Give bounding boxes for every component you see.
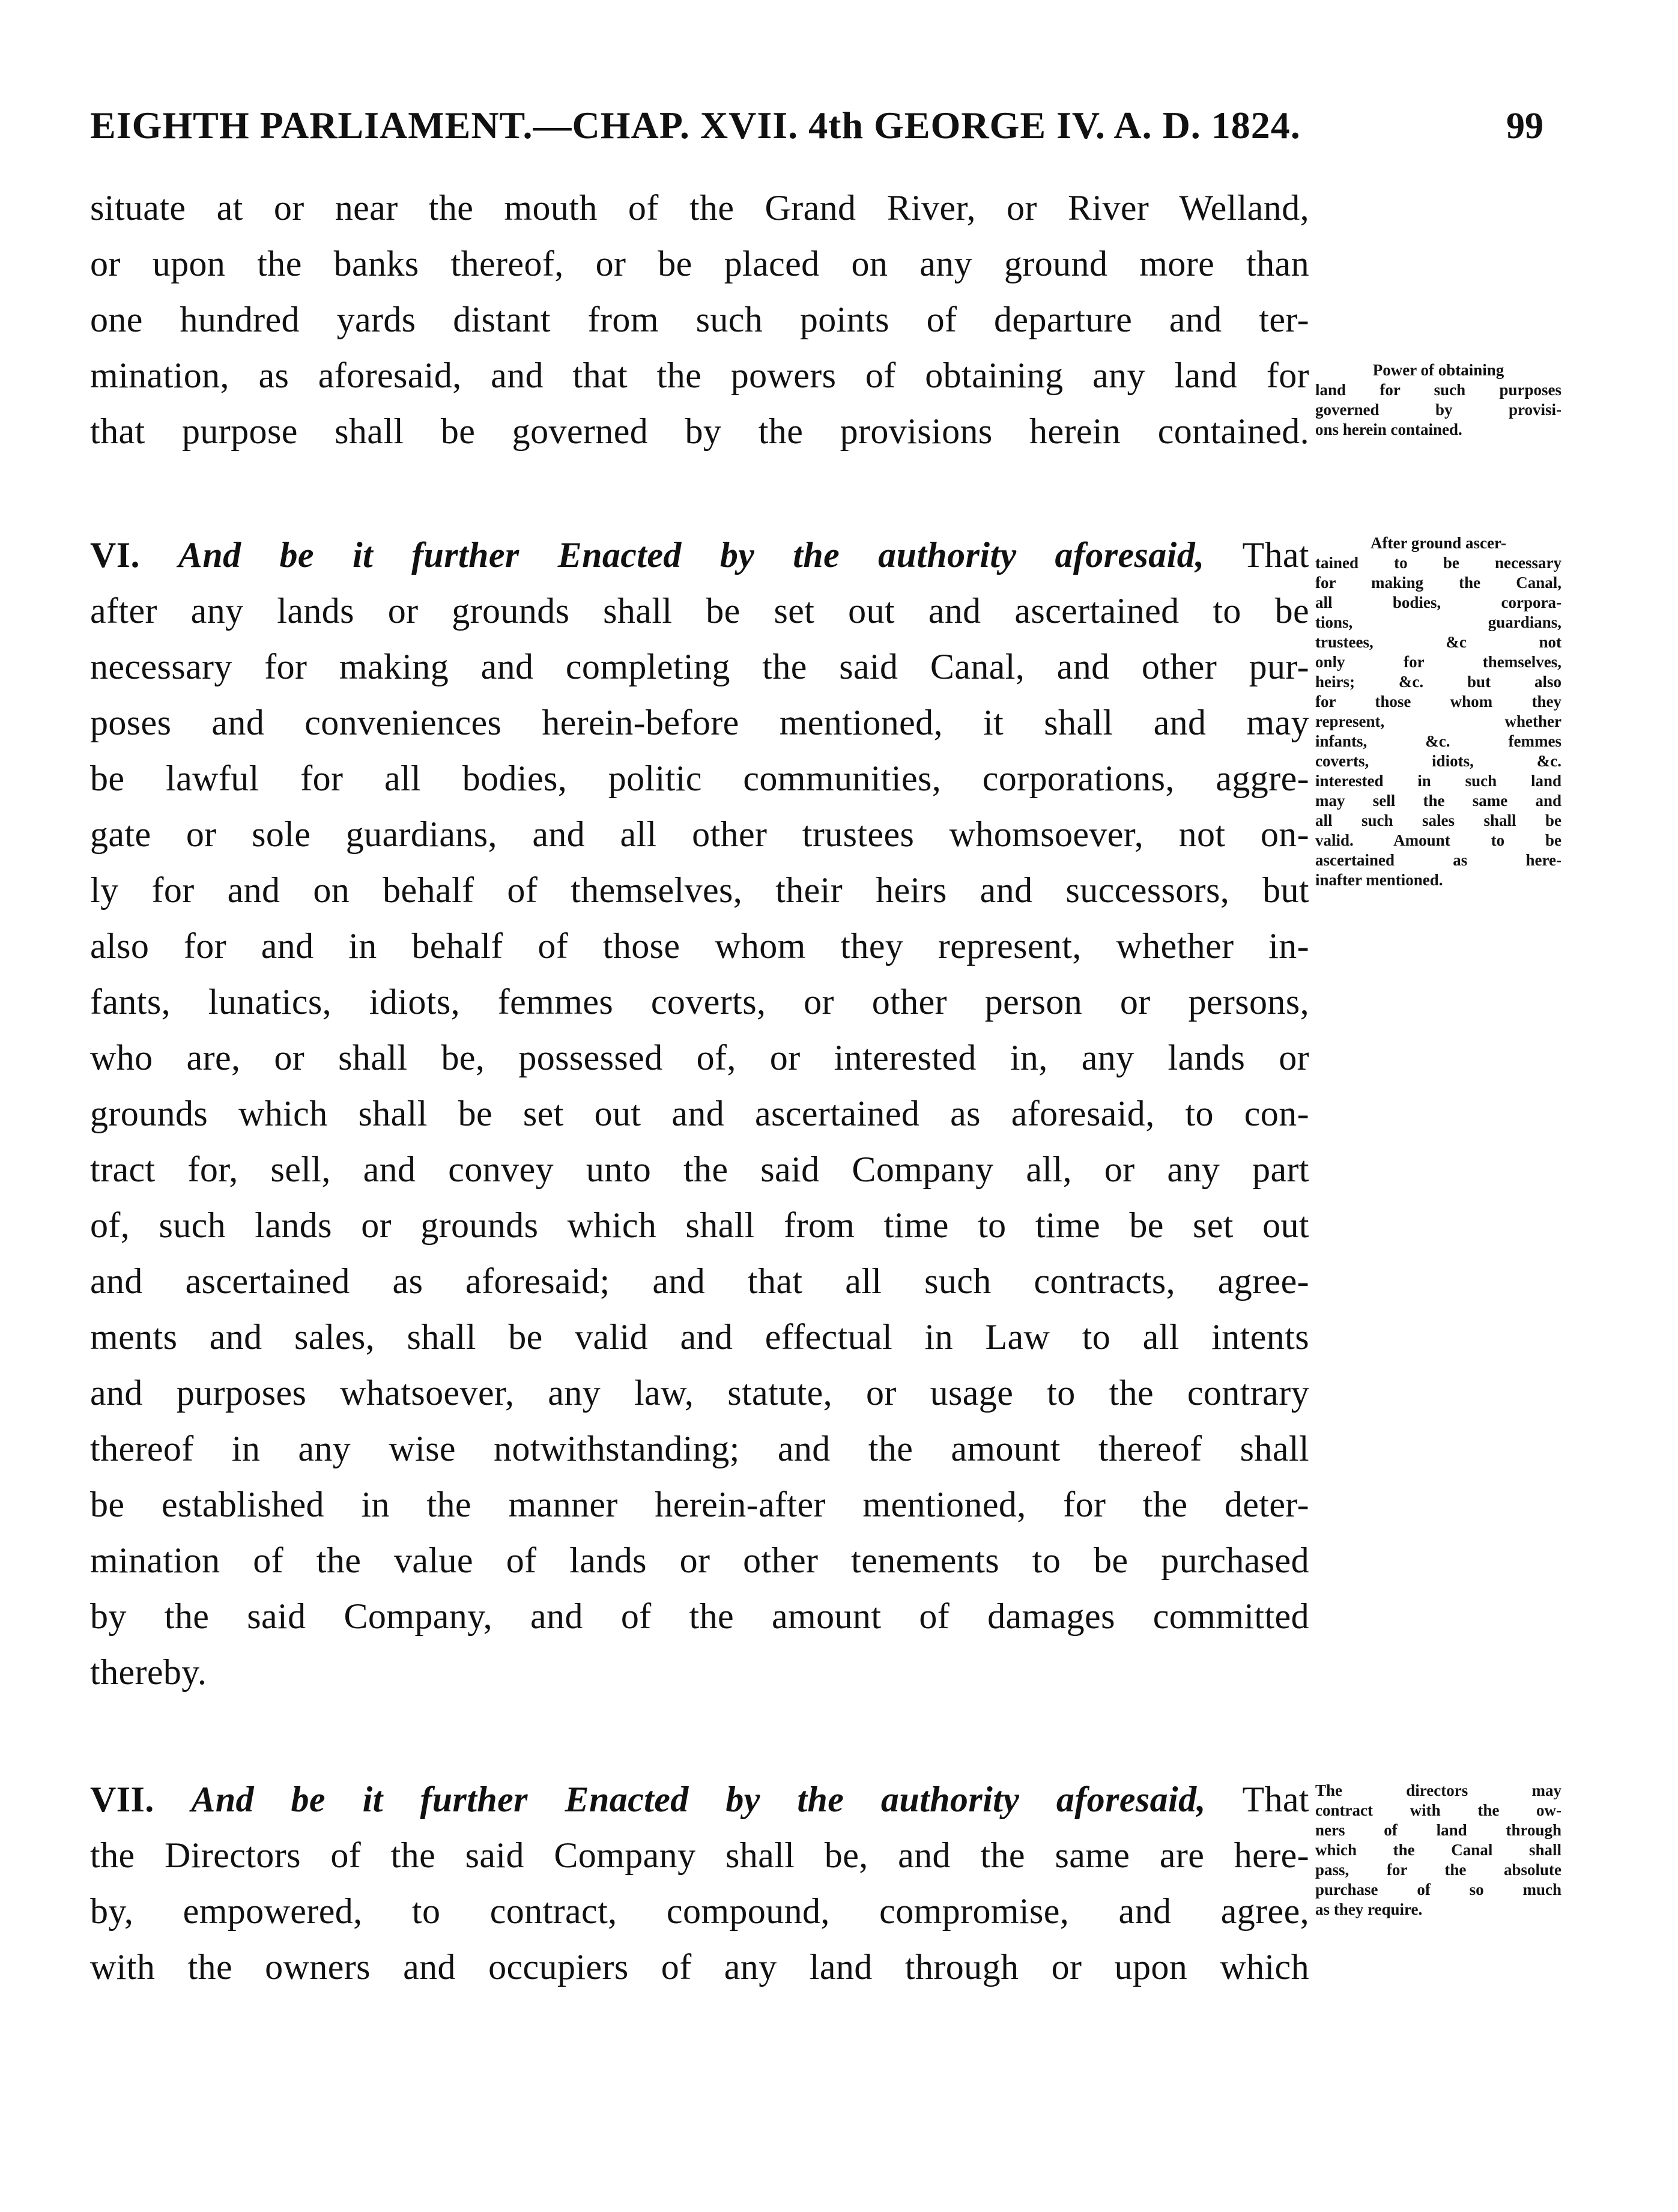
text-line: poses and conveniences herein-before mentioned, it shall and may [90, 703, 1309, 742]
section-vii [90, 1772, 1309, 1995]
margin-note-line: all such sales shall be [1315, 811, 1561, 829]
text-line: gate or sole guardians, and all other trustees whomsoever, not on- [90, 814, 1309, 854]
text-line: thereby. [90, 1652, 207, 1692]
text-line: tract for, sell, and convey unto the said Company all, or any part [90, 1150, 1309, 1189]
margin-note-line: for those whom they [1315, 692, 1561, 711]
text-line: one hundred yards distant from such points of departure and ter- [90, 300, 1309, 339]
text-line: and ascertained as aforesaid; and that all such contracts, agree- [90, 1261, 1309, 1301]
margin-note-line: interested in such land [1315, 772, 1561, 790]
text-line: by the said Company, and of the amount of damages committed [90, 1596, 1309, 1636]
margin-note-section-vii [1315, 1781, 1561, 1920]
margin-note-line: tained to be necessary [1315, 554, 1561, 572]
margin-note-line: land for such purposes [1315, 381, 1561, 399]
margin-note-line: all bodies, corpora- [1315, 593, 1561, 611]
text-span: That [1242, 1780, 1309, 1819]
margin-note-line: valid. Amount to be [1315, 831, 1561, 849]
margin-note-line: represent, whether [1315, 712, 1561, 730]
margin-note-line: heirs; &c. but also [1315, 673, 1561, 691]
text-line: mination, as aforesaid, and that the powers of obtaining any land for [90, 356, 1309, 395]
margin-note-line: which the Canal shall [1315, 1841, 1561, 1859]
margin-note-line: pass, for the absolute [1315, 1861, 1561, 1879]
margin-note-line: purchase of so much [1315, 1880, 1561, 1898]
text-line: ly for and on behalf of themselves, their heirs and successors, but [90, 870, 1309, 910]
text-line: with the owners and occupiers of any land through or upon which [90, 1947, 1309, 1987]
running-header [90, 103, 1543, 157]
margin-note-line: for making the Canal, [1315, 574, 1561, 592]
text-line: also for and in behalf of those whom they represent, whether in- [90, 926, 1309, 966]
margin-note-line: tions, guardians, [1315, 613, 1561, 631]
margin-note-line: ons herein contained. [1315, 420, 1462, 438]
margin-note-line: trustees, &c not [1315, 633, 1561, 651]
text-line: mination of the value of lands or other tenements to be purchased [90, 1541, 1309, 1580]
margin-note-section-vi [1315, 533, 1561, 890]
margin-note-line: inafter mentioned. [1315, 871, 1443, 889]
section-vii-heading-line [90, 1772, 1309, 1828]
text-line: by, empowered, to contract, compound, compromise, and agree, [90, 1891, 1309, 1931]
text-line: fants, lunatics, idiots, femmes coverts, or other person or persons, [90, 982, 1309, 1022]
margin-note-line: Power of obtaining [1372, 361, 1504, 379]
section-number: VII. [90, 1780, 154, 1819]
text-line: who are, or shall be, possessed of, or interested in, any lands or [90, 1038, 1309, 1077]
margin-note-line: infants, &c. femmes [1315, 732, 1561, 750]
text-line: be lawful for all bodies, politic communities, corporations, aggre- [90, 759, 1309, 798]
text-line: thereof in any wise notwithstanding; and the amount thereof shall [90, 1429, 1309, 1468]
running-header-title: EIGHTH PARLIAMENT.—CHAP. XVII. 4th GEORGE IV. A. D. 1824. [90, 104, 1301, 147]
margin-note-line: After ground ascer- [1371, 534, 1506, 552]
margin-note-line: The directors may [1315, 1781, 1561, 1799]
margin-note-line: contract with the ow- [1315, 1801, 1561, 1819]
text-line: or upon the banks thereof, or be placed on any ground more than [90, 244, 1309, 283]
text-line: be established in the manner herein-after mentioned, for the deter- [90, 1485, 1309, 1524]
margin-note-line: coverts, idiots, &c. [1315, 752, 1561, 770]
section-vi [90, 527, 1309, 1700]
text-line: necessary for making and completing the said Canal, and other pur- [90, 647, 1309, 686]
text-line: after any lands or grounds shall be set out and ascertained to be [90, 591, 1309, 631]
margin-note-line: may sell the same and [1315, 792, 1561, 810]
margin-note-line: as they require. [1315, 1900, 1423, 1918]
text-line: of, such lands or grounds which shall from time to time be set out [90, 1205, 1309, 1245]
margin-note-line: governed by provisi- [1315, 401, 1561, 419]
text-line: ments and sales, shall be valid and effectual in Law to all intents [90, 1317, 1309, 1357]
text-line: grounds which shall be set out and ascertained as aforesaid, to con- [90, 1094, 1309, 1133]
margin-note-line: ascertained as here- [1315, 851, 1561, 869]
enacting-clause: And be it further Enacted by the authority aforesaid, [178, 535, 1205, 575]
text-line: that purpose shall be governed by the provisions herein contained. [90, 411, 1309, 451]
text-line: and purposes whatsoever, any law, statute, or usage to the contrary [90, 1373, 1309, 1413]
margin-note-line: only for themselves, [1315, 653, 1561, 671]
section-vi-heading-line [90, 527, 1309, 583]
section-number: VI. [90, 535, 140, 575]
paragraph-continuation [90, 180, 1309, 459]
text-span: That [1242, 535, 1309, 575]
page-number: 99 [1506, 106, 1543, 147]
text-line: situate at or near the mouth of the Grand River, or River Welland, [90, 188, 1309, 228]
text-line: the Directors of the said Company shall be, and the same are here- [90, 1835, 1309, 1875]
enacting-clause: And be it further Enacted by the authority aforesaid, [191, 1780, 1206, 1819]
margin-note-powers [1315, 360, 1561, 440]
margin-note-line: ners of land through [1315, 1821, 1561, 1839]
